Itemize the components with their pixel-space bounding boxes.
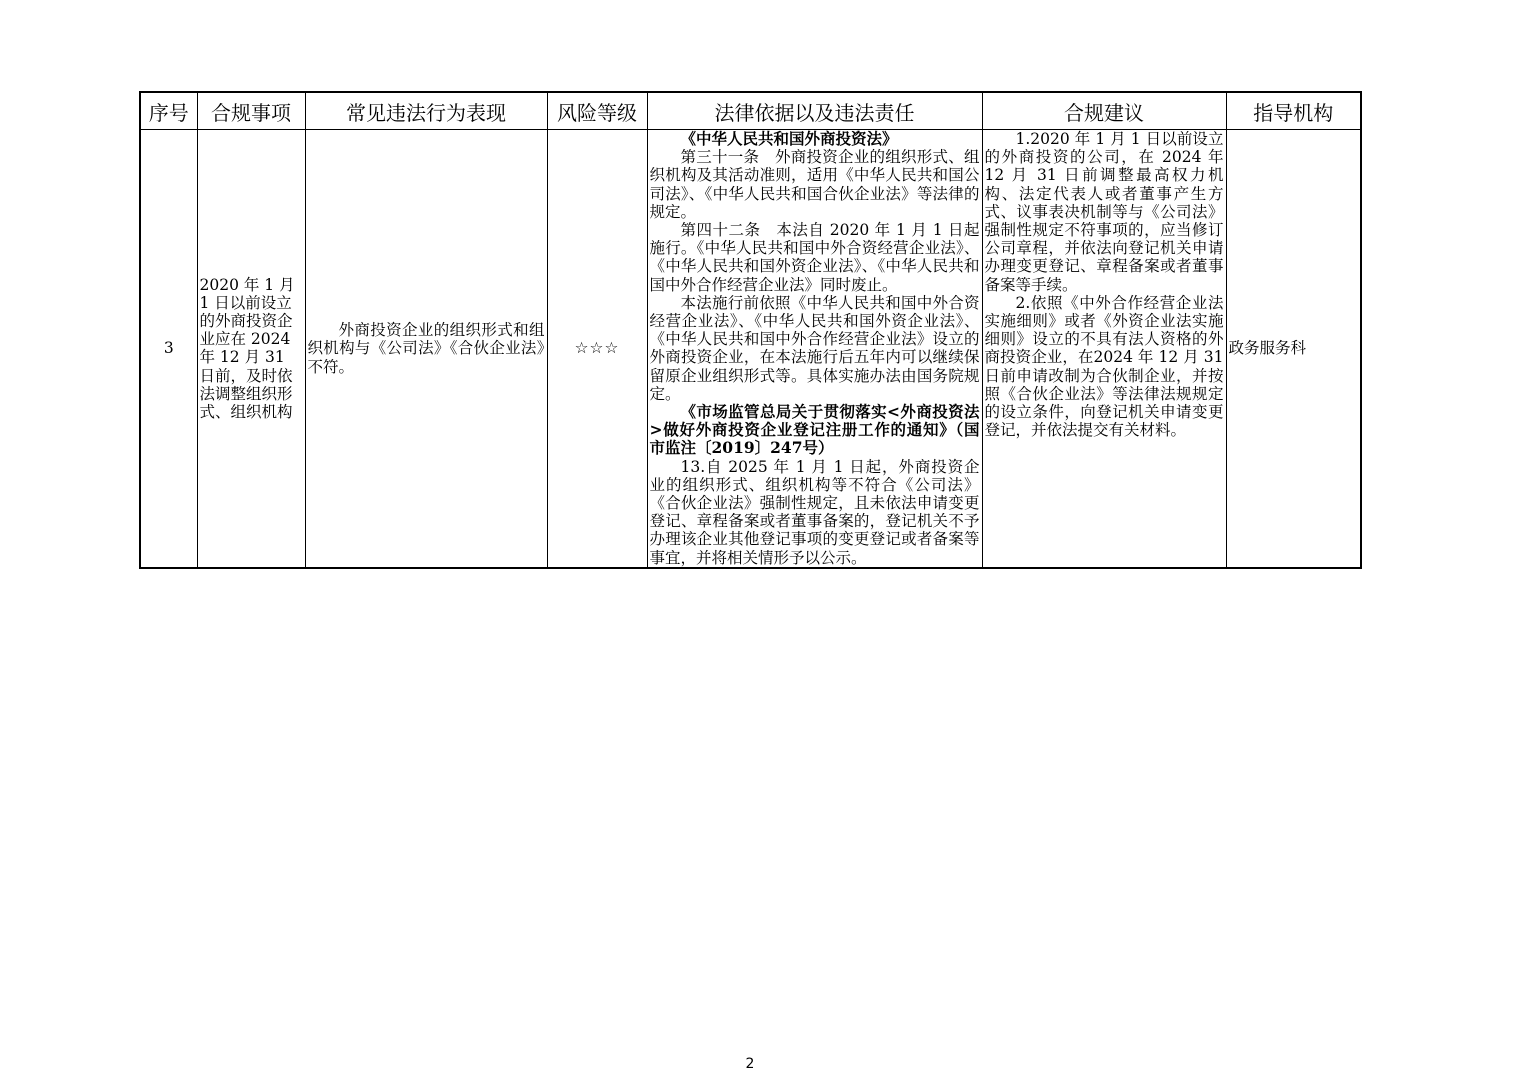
- compliance-table: [139, 91, 1362, 569]
- header-org: 指导机构: [1226, 92, 1361, 130]
- table-header-row: [140, 92, 1361, 130]
- advice-1: 1.2020 年 1 月 1 日以前设立的外商投资的公司，在 2024 年 12 月 31 日前调整最高权力机构、法定代表人或者董事产生方式、议事表决机制等与《公司法》强制性规定不符事项的，应当修订公司章程，并依法向登记机关申请办理变更登记、章程备案或者董事备案等手续。: [984, 130, 1224, 294]
- header-advice: 合规建议: [982, 92, 1226, 130]
- header-risk: 风险等级: [547, 92, 647, 130]
- header-legal: 法律依据以及违法责任: [647, 92, 982, 130]
- header-behavior: 常见违法行为表现: [305, 92, 547, 130]
- notice-title: 《市场监管总局关于贯彻落实<外商投资法>做好外商投资企业登记注册工作的通知》（国市监注〔2019〕247号）: [649, 402, 980, 458]
- law-title: 《中华人民共和国外商投资法》: [680, 129, 898, 148]
- table-row: [140, 130, 1361, 568]
- header-item: 合规事项: [197, 92, 305, 130]
- cell-advice: [982, 130, 1226, 568]
- behavior-text: 外商投资企业的组织形式和组织机构与《公司法》《合伙企业法》不符。: [307, 321, 545, 376]
- transition-clause: 本法施行前依照《中华人民共和国中外合资经营企业法》、《中华人民共和国外资企业法》、《中华人民共和国中外合作经营企业法》设立的外商投资企业，在本法施行后五年内可以继续保留原企业组织形式等。具体实施办法由国务院规定。: [649, 293, 980, 403]
- cell-item: [197, 130, 305, 568]
- advice-2: 2.依照《中外合作经营企业法实施细则》或者《外资企业法实施细则》设立的不具有法人资格的外商投资企业，在2024 年 12 月 31日前申请改制为合伙制企业，并按照《合伙企业法》等法律法规规定的设立条件，向登记机关申请变更登记，并依法提交有关材料。: [984, 293, 1224, 440]
- cell-org: 政务服务科: [1226, 130, 1361, 568]
- cell-legal: [647, 130, 982, 568]
- cell-no: 3: [140, 130, 197, 568]
- article-31: 第三十一条 外商投资企业的组织形式、组织机构及其活动准则，适用《中华人民共和国公司法》、《中华人民共和国合伙企业法》等法律的规定。: [649, 148, 980, 221]
- item-text: 2020 年 1 月 1 日以前设立的外商投资企业应在 2024 年 12 月 31 日前，及时依法调整组织形式、组织机构: [199, 275, 295, 422]
- header-no: 序号: [140, 92, 197, 130]
- notice-item-13: 13.自 2025 年 1 月 1 日起，外商投资企业的组织形式、组织机构等不符合《公司法》《合伙企业法》强制性规定，且未依法申请变更登记、章程备案或者董事备案的，登记机关不予办理该企业其他登记事项的变更登记或者备案等事宜，并将相关情形予以公示。: [649, 457, 980, 567]
- page-number: 2: [745, 1056, 755, 1072]
- article-42: 第四十二条 本法自 2020 年 1 月 1 日起施行。《中华人民共和国中外合资经营企业法》、《中华人民共和国外资企业法》、《中华人民共和国中外合作经营企业法》同时废止。: [649, 221, 980, 294]
- risk-stars: ☆☆☆: [547, 130, 647, 568]
- cell-behavior: [305, 130, 547, 568]
